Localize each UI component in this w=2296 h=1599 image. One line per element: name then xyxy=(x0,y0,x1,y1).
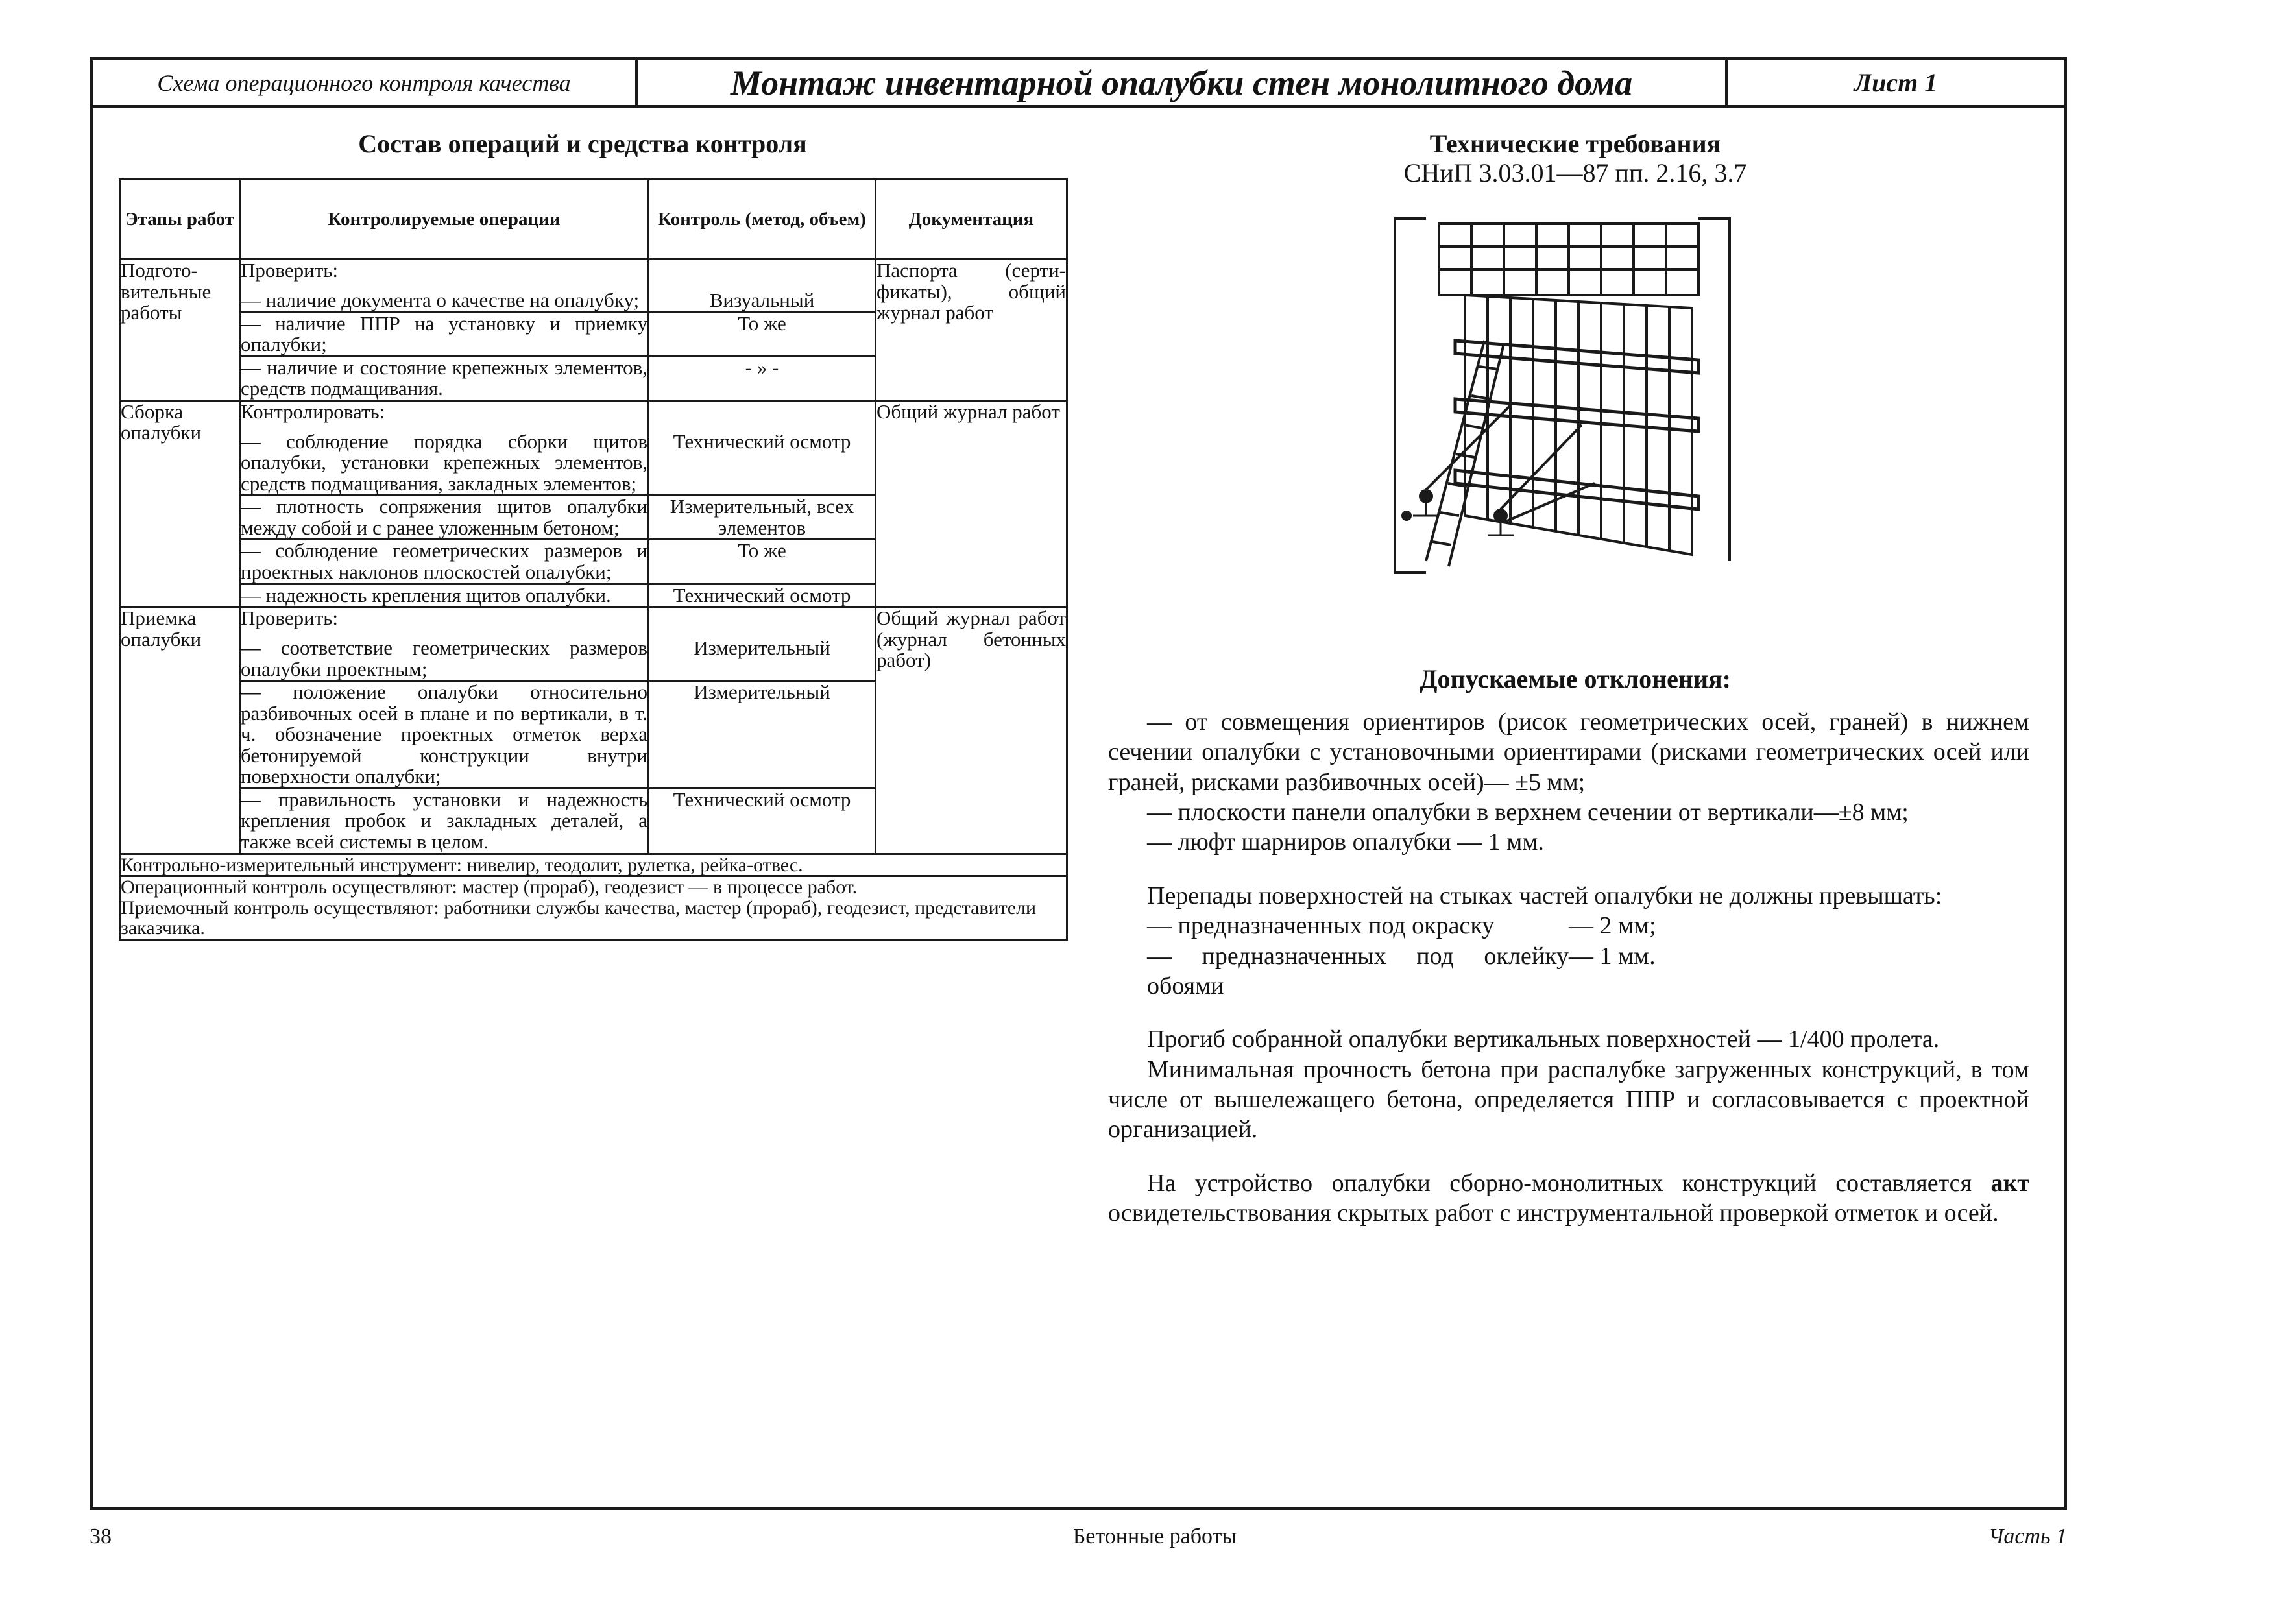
surface-item-1-label: — предназначенных под окраску xyxy=(1147,912,1495,940)
operation-item: — правильность установки и надежность крепления пробок и закладных деталей, а также всей системы в целом. xyxy=(241,787,647,854)
technical-requirements-body xyxy=(1108,707,2029,1228)
operation-item: — положение опалубки относительно разбивочных осей в плане и по вертикали, в т. ч. обозначение проектных отметок верха бетонируемой конструкции внутри поверхности опалубки; xyxy=(241,680,647,788)
method-cell: - » - xyxy=(649,356,876,400)
acceptance-control-text: Приемочный контроль осуществляют: работники службы качества, мастер (прораб), геодезист, представители заказчика. xyxy=(121,896,1037,939)
method-cell: Технический осмотр xyxy=(649,788,876,854)
table-row xyxy=(120,854,1067,876)
documentation-cell: Паспорта (серти-фикаты), общий журнал работ xyxy=(876,259,1067,401)
method-cell: Технический осмотр xyxy=(649,584,876,607)
method-cell: То же xyxy=(649,312,876,356)
table-row xyxy=(120,876,1067,940)
method-cell: Измерительный xyxy=(649,638,876,681)
method-cell: Визуальный xyxy=(649,290,876,312)
method-cell xyxy=(649,259,876,291)
method-cell: Измерительный, всех элементов xyxy=(649,496,876,540)
method-cell xyxy=(649,400,876,431)
documentation-cell: Общий журнал работ xyxy=(876,400,1067,607)
surface-item-1-value: — 2 мм; xyxy=(1569,912,1656,940)
control-note xyxy=(120,876,1067,940)
method-cell: То же xyxy=(649,540,876,584)
table-row xyxy=(120,259,1067,291)
stage-cell: Приемка опалубки xyxy=(120,607,240,854)
title-bar xyxy=(93,60,2064,108)
sheet-number: Лист 1 xyxy=(1854,68,1938,97)
surface-item-2-value: — 1 мм. xyxy=(1569,942,1656,970)
operation-item: — наличие документа о качестве на опалубку; xyxy=(240,290,649,312)
operation-item: — надежность крепления щитов опалубки. xyxy=(240,584,649,607)
deviations-title: Допускаемые отклонения: xyxy=(1420,664,1731,693)
stage-cell: Подгото-вительные работы xyxy=(120,259,240,401)
deviation-3: — люфт шарниров опалубки — 1 мм. xyxy=(1147,828,1544,856)
scheme-label: Схема операционного контроля качества xyxy=(93,60,638,105)
footer-section-title: Бетонные работы xyxy=(1072,1524,1237,1548)
footer-part: Часть 1 xyxy=(1988,1524,2067,1548)
strength-text: Минимальная прочность бетона при распалубке загруженных конструкций, в том числе от вышележащего бетона, определяется ППР и согласовывается с проектной организацией. xyxy=(1108,1055,2029,1144)
act-keyword: акт xyxy=(1990,1169,2029,1197)
method-cell xyxy=(649,607,876,638)
method-cell: Технический осмотр xyxy=(649,431,876,496)
surface-item-2-label: — предназначенных под оклейку обоями xyxy=(1147,942,1569,1000)
deflection-text: Прогиб собранной опалубки вертикальных поверхностей — 1/400 пролета. xyxy=(1147,1026,1940,1053)
technical-requirements-title: Технические требования xyxy=(1429,129,1721,158)
act-text xyxy=(1108,1168,2029,1229)
instruments-note: Контрольно-измерительный инструмент: нивелир, теодолит, рулетка, рейка-отвес. xyxy=(120,854,1067,876)
table-row xyxy=(120,607,1067,638)
formwork-illustration xyxy=(1387,211,1737,574)
operation-item: — плотность сопряжения щитов опалубки между собой и с ранее уложенным бетоном; xyxy=(241,495,647,539)
surface-item-2 xyxy=(1108,941,2029,1002)
operation-lead: Проверить: xyxy=(240,607,649,638)
column-header-operations: Контролируемые операции xyxy=(240,180,649,259)
method-cell: Измерительный xyxy=(649,681,876,789)
operations-section-title: Состав операций и средства контроля xyxy=(358,129,807,158)
surface-intro: Перепады поверхностей на стыках частей опалубки не должны превышать: xyxy=(1147,882,1942,909)
operational-control-text: Операционный контроль осуществляют: мастер (прораб), геодезист — в процессе работ. xyxy=(121,876,858,898)
operation-item: — соблюдение геометрических размеров и проектных наклонов плоскостей опалубки; xyxy=(241,539,647,584)
operation-item: — соблюдение порядка сборки щитов опалубки, установки крепежных элементов, средств подмащивания, закладных элементов; xyxy=(241,429,647,495)
table-header-row xyxy=(120,180,1067,259)
column-header-control: Контроль (метод, объем) xyxy=(649,180,876,259)
stage-cell: Сборка опалубки xyxy=(120,400,240,607)
deviation-1: — от совмещения ориентиров (рисок геометрических осей, граней) в нижнем сечении опалубки с установочными ориентирами (рисками геометрических осей или граней, рисками разбивочных осей)— ±5 мм; xyxy=(1108,708,2029,796)
operations-table xyxy=(119,178,1068,941)
deviation-2: — плоскости панели опалубки в верхнем сечении от вертикали—±8 мм; xyxy=(1147,799,1909,826)
column-header-stage: Этапы работ xyxy=(120,180,240,259)
snip-reference: СНиП 3.03.01—87 пп. 2.16, 3.7 xyxy=(1403,158,1747,187)
operation-item: — наличие ППР на установку и приемку опалубки; xyxy=(241,311,647,356)
column-header-documentation: Документация xyxy=(876,180,1067,259)
operation-lead: Проверить: xyxy=(240,259,649,291)
page-number: 38 xyxy=(90,1524,112,1548)
act-text-after: освидетельствования скрытых работ с инструментальной проверкой отметок и осей. xyxy=(1108,1199,1999,1227)
surface-item-1 xyxy=(1108,911,2029,941)
operation-item: — соответствие геометрических размеров опалубки проектным; xyxy=(241,636,647,680)
act-text-before: На устройство опалубки сборно-монолитных конструкций составляется xyxy=(1147,1169,1972,1197)
document-title: Монтаж инвентарной опалубки стен монолитного дома xyxy=(638,60,1728,105)
operation-item: — наличие и состояние крепежных элементов, средств подмащивания. xyxy=(241,355,647,400)
operation-lead: Контролировать: xyxy=(240,400,649,431)
documentation-cell: Общий журнал работ (журнал бетонных работ) xyxy=(876,607,1067,854)
table-row xyxy=(120,400,1067,431)
